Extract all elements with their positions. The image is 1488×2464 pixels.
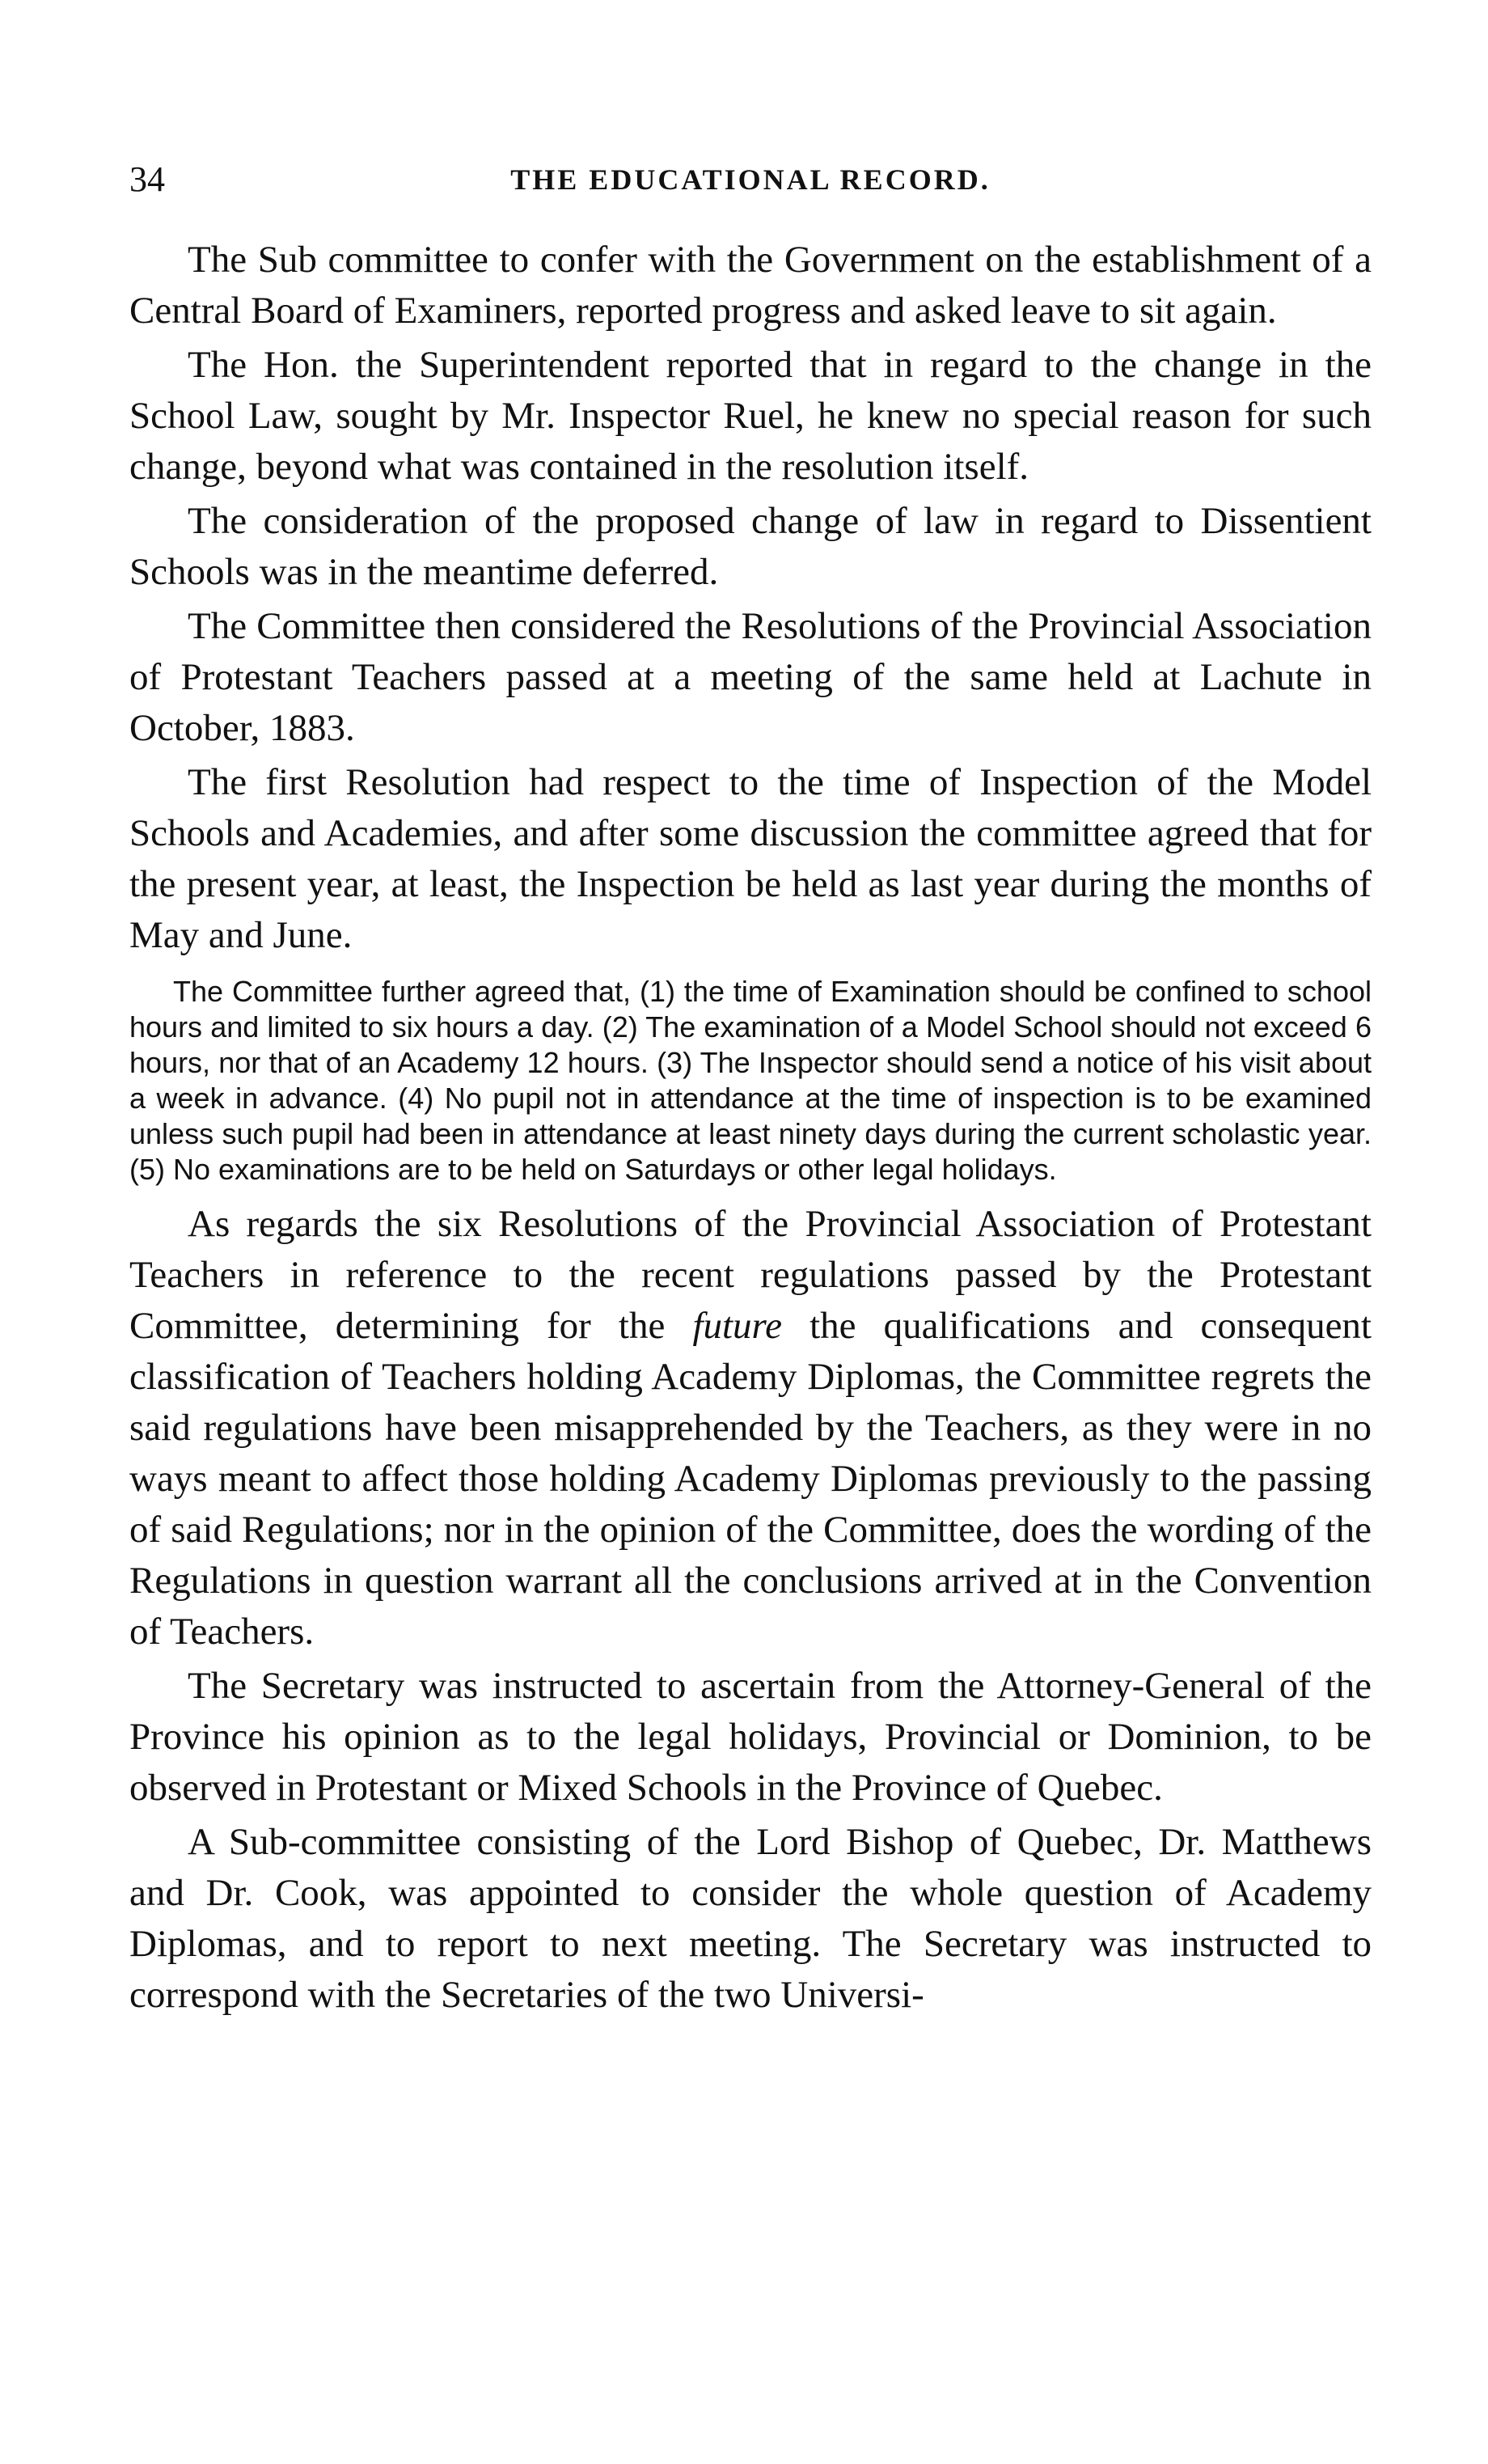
- body-text: [129, 235, 1372, 2024]
- paragraph-superintendent-report: The Hon. the Superintendent reported that in regard to the change in the School Law, sought by Mr. Inspector Ruel, he knew no special reason for such change, beyond what was contained in the resolution itself.: [129, 344, 1372, 488]
- paragraph-provincial-association: The Committee then considered the Resolutions of the Provincial Association of Protestant Teachers passed at a meeting of the same held at Lachute in October, 1883.: [129, 605, 1372, 749]
- paragraph-sub-committee-appointment: A Sub-committee consisting of the Lord Bishop of Quebec, Dr. Matthews and Dr. Cook, was appointed to consider the whole question of Academy Diplomas, and to report to next meeting. The Secretary was instructed to correspond with the Secretaries of the two Universi-: [129, 1821, 1372, 2016]
- page-number: 34: [129, 159, 165, 199]
- paragraph-dissentient-schools: The consideration of the proposed change of law in regard to Dissentient Schools was in the meantime deferred.: [129, 500, 1372, 593]
- page-header: [129, 155, 1372, 204]
- paragraph-sub-committee-report: The Sub committee to confer with the Government on the establishment of a Central Board of Examiners, reported progress and asked leave to sit again.: [129, 239, 1372, 332]
- paragraph-first-resolution: The first Resolution had respect to the time of Inspection of the Model Schools and Academies, and after some discussion the committee agreed that for the present year, at least, the Inspection be held as last year during the months of May and June.: [129, 761, 1372, 956]
- paragraph-examination-rules: The Committee further agreed that, (1) the time of Examination should be confined to school hours and limited to six hours a day. (2) The examination of a Model School should not exceed 6 hours, nor that of an Academy 12 hours. (3) The Inspector should send a notice of his visit about a week in advance. (4) No pupil not in attendance at the time of inspection is to be examined unless such pupil had been in attendance at least ninety days during the current scholastic year. (5) No examinations are to be held on Saturdays or other legal holidays.: [129, 975, 1372, 1186]
- paragraph-academy-diplomas-regulations: [129, 1199, 1372, 1657]
- paragraph-legal-holidays: The Secretary was instructed to ascertain from the Attorney-General of the Province his opinion as to the legal holidays, Provincial or Dominion, to be observed in Protestant or Mixed Schools in the Province of Quebec.: [129, 1665, 1372, 1809]
- text-run: As regards the six Resolutions of the Provincial Association of Protestant Teachers in reference to the recent regulations passed by the Protestant Committee, determining for the: [129, 1203, 1372, 1347]
- text-run: the qualifications and consequent classification of Teachers holding Academy Diplomas, the Committee regrets the said regulations have been misapprehended by the Teachers, as they were in no ways meant to affect those holding Academy Diplomas previously to the passing of said Regulations; nor in the opinion of the Committee, does the wording of the Regulations in question warrant all the conclusions arrived at in the Convention of Teachers.: [129, 1305, 1372, 1653]
- running-head: THE EDUCATIONAL RECORD.: [510, 163, 991, 196]
- italic-text: future: [692, 1305, 782, 1347]
